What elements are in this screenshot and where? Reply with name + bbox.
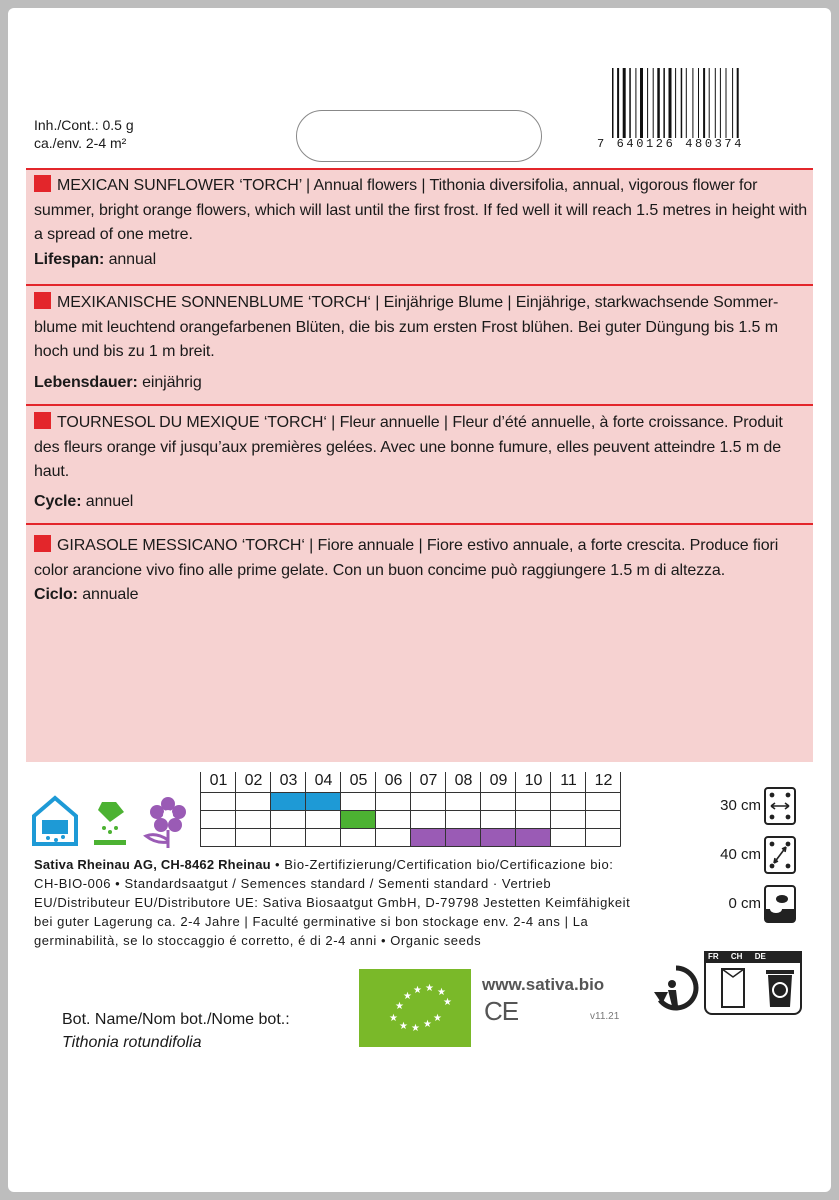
section-text: GIRASOLE MESSICANO ‘TORCH‘ | Fiore annuale | Fiore estivo annuale, a forte crescita. Produce fiori color arancione vivo fino alle prime gelate. Con un buon concime può raggiungere 1.5 m di altezza. — [34, 537, 779, 579]
barcode-bar — [703, 68, 705, 138]
company-info — [34, 855, 634, 950]
row-spacing-icon — [764, 787, 796, 825]
cycle-label: Ciclo: — [34, 586, 78, 603]
cycle-value: annuel — [85, 492, 134, 510]
section-text: TOURNESOL DU MEXIQUE ‘TORCH‘ | Fleur annuelle | Fleur d’été annuelle, à forte croissance. Produit des fleurs orange vif jusqu’aux premières gelées. Avec une bonne fumure, elles peuvent atteindre 1.5 m de haut. — [34, 414, 783, 480]
cycle-value: einjährig — [142, 373, 202, 391]
month-label: 11 — [560, 772, 577, 789]
barcode-bar — [653, 68, 654, 138]
lifespan-line — [34, 248, 809, 273]
section-german — [34, 291, 809, 395]
red-square-icon — [34, 412, 51, 429]
eu-star-icon: ★ — [411, 1023, 420, 1034]
botanical-species: Tithonia rotundifolia — [62, 1034, 202, 1051]
red-square-icon — [34, 535, 51, 552]
eu-star-icon: ★ — [395, 1001, 404, 1012]
barcode-number: 7 640126 480374 — [597, 137, 745, 151]
month-label: 08 — [454, 772, 473, 789]
country-de: DE — [754, 952, 766, 961]
barcode-bar — [737, 68, 739, 138]
barcode-bar — [623, 68, 626, 138]
footer-text: • Bio-Zertifizierung/Certification bio/Certificazione bio: CH-BIO-006 • Standardsaatgut / Semences standard / Sementi standard · Vertrieb EU/Distributeur EU/Distributore UE: Sativa Biosaatgut GmbH, D-79798 Jestetten Keimfähigkeit bei guter Lagerung ca. 2-4 Jahre | Faculté germinative si bon stockage env. 2-4 ans | La germinabilità, se lo stoccaggio é corretto, é di 2-4 anni • Organic seeds — [34, 857, 631, 948]
botanical-label: Bot. Name/Nom bot./Nome bot.: — [62, 1011, 290, 1028]
row-spacing: 30 cm — [720, 797, 761, 814]
eu-star-icon: ★ — [389, 1013, 398, 1024]
sow-indoors-icon — [30, 794, 80, 848]
barcode-bar — [647, 68, 648, 138]
content-info — [34, 116, 134, 152]
cycle-label: Lifespan: — [34, 250, 105, 268]
lifespan-line — [34, 371, 809, 396]
paper-envelope-icon — [718, 967, 748, 1009]
eu-star-icon: ★ — [433, 1013, 442, 1024]
month-label: 06 — [384, 772, 403, 789]
red-square-icon — [34, 175, 51, 192]
eu-star-icon: ★ — [443, 997, 452, 1008]
country-codes — [704, 951, 802, 963]
barcode-bar — [657, 68, 660, 138]
barcode-bar — [732, 68, 733, 138]
calendar-cell-flowering — [411, 829, 446, 847]
calendar-cell-sow-indoors — [306, 793, 341, 811]
eu-organic-logo — [359, 969, 471, 1047]
barcode-bar — [715, 68, 716, 138]
area-label: ca./env. 2-4 m² — [34, 135, 127, 151]
barcode — [612, 68, 772, 138]
month-label: 12 — [594, 772, 613, 789]
barcode-bar — [692, 68, 693, 138]
triman-icon — [650, 962, 702, 1014]
barcode-bar — [629, 68, 631, 138]
sowing-depth-icon — [764, 885, 796, 923]
cycle-value: annuale — [82, 586, 139, 603]
month-label: 03 — [279, 772, 298, 789]
month-label: 09 — [489, 772, 508, 789]
hang-hole — [296, 110, 542, 162]
barcode-bar — [720, 68, 721, 138]
eu-star-icon: ★ — [413, 985, 422, 996]
plant-spacing-icon — [764, 836, 796, 874]
cycle-value: annual — [108, 250, 157, 268]
lifespan-line — [34, 583, 809, 608]
divider — [26, 523, 813, 525]
month-label: 04 — [314, 772, 333, 789]
content-label: Inh./Cont.: 0.5 g — [34, 117, 134, 133]
cycle-label: Cycle: — [34, 492, 82, 510]
section-english — [34, 174, 809, 272]
flower-icon — [140, 794, 192, 850]
eu-star-icon: ★ — [425, 983, 434, 994]
recycling-bin-icon — [764, 967, 796, 1009]
divider — [26, 284, 813, 286]
calendar-cell-sow-indoors — [271, 793, 306, 811]
calendar-grid — [200, 792, 625, 854]
country-fr: FR — [708, 952, 719, 961]
month-label: 05 — [349, 772, 368, 789]
calendar-cell-flowering — [481, 829, 516, 847]
barcode-bar — [640, 68, 643, 138]
barcode-bar — [681, 68, 683, 138]
barcode-bar — [709, 68, 710, 138]
month-label: 10 — [524, 772, 543, 789]
barcode-bar — [669, 68, 672, 138]
red-square-icon — [34, 292, 51, 309]
barcode-bar — [663, 68, 665, 138]
website-url: www.sativa.bio — [482, 975, 605, 994]
barcode-bar — [635, 68, 636, 138]
sowing-depth: 0 cm — [728, 895, 761, 912]
divider — [26, 168, 813, 170]
eu-star-icon: ★ — [423, 1019, 432, 1030]
barcode-bar — [726, 68, 727, 138]
country-ch: CH — [730, 952, 743, 961]
recycle-sorting-info — [704, 951, 802, 1017]
lifespan-line — [34, 490, 809, 515]
calendar-cell-plant-out — [341, 811, 376, 829]
botanical-name — [62, 1008, 290, 1054]
eu-star-icon: ★ — [399, 1021, 408, 1032]
eu-star-icon: ★ — [403, 991, 412, 1002]
section-text: MEXIKANISCHE SONNENBLUME ‘TORCH‘ | Einjährige Blume | Einjährige, starkwachsende Sommer-blume mit leuchtend orangefarbenen Blüten, die bis zum ersten Frost blühen. Bei guter Düngung bis 1.5 m hoch und bis zu 1 m breit. — [34, 294, 779, 360]
divider — [26, 404, 813, 406]
company-name: Sativa Rheinau AG, CH-8462 Rheinau — [34, 857, 271, 872]
barcode-bar — [686, 68, 687, 138]
plant-out-icon — [90, 798, 130, 848]
version-label: v11.21 — [590, 1011, 620, 1022]
month-label: 07 — [419, 772, 438, 789]
barcode-bar — [675, 68, 676, 138]
plant-spacing: 40 cm — [720, 846, 761, 863]
ce-mark: CE — [484, 996, 519, 1026]
section-french — [34, 411, 809, 514]
month-label: 01 — [209, 772, 228, 789]
barcode-bar — [698, 68, 699, 138]
calendar-cell-flowering — [516, 829, 551, 847]
barcode-bar — [617, 68, 619, 138]
cycle-label: Lebensdauer: — [34, 373, 138, 391]
calendar-cell-flowering — [446, 829, 481, 847]
barcode-bar — [612, 68, 614, 138]
month-label: 02 — [244, 772, 263, 789]
section-italian — [34, 534, 809, 608]
section-text: MEXICAN SUNFLOWER ‘TORCH’ | Annual flowers | Tithonia diversifolia, annual, vigorous flower for summer, bright orange flowers, which will last until the first frost. If fed well it will reach 1.5 metres in height with a spread of one metre. — [34, 177, 808, 243]
eu-star-icon: ★ — [437, 987, 446, 998]
